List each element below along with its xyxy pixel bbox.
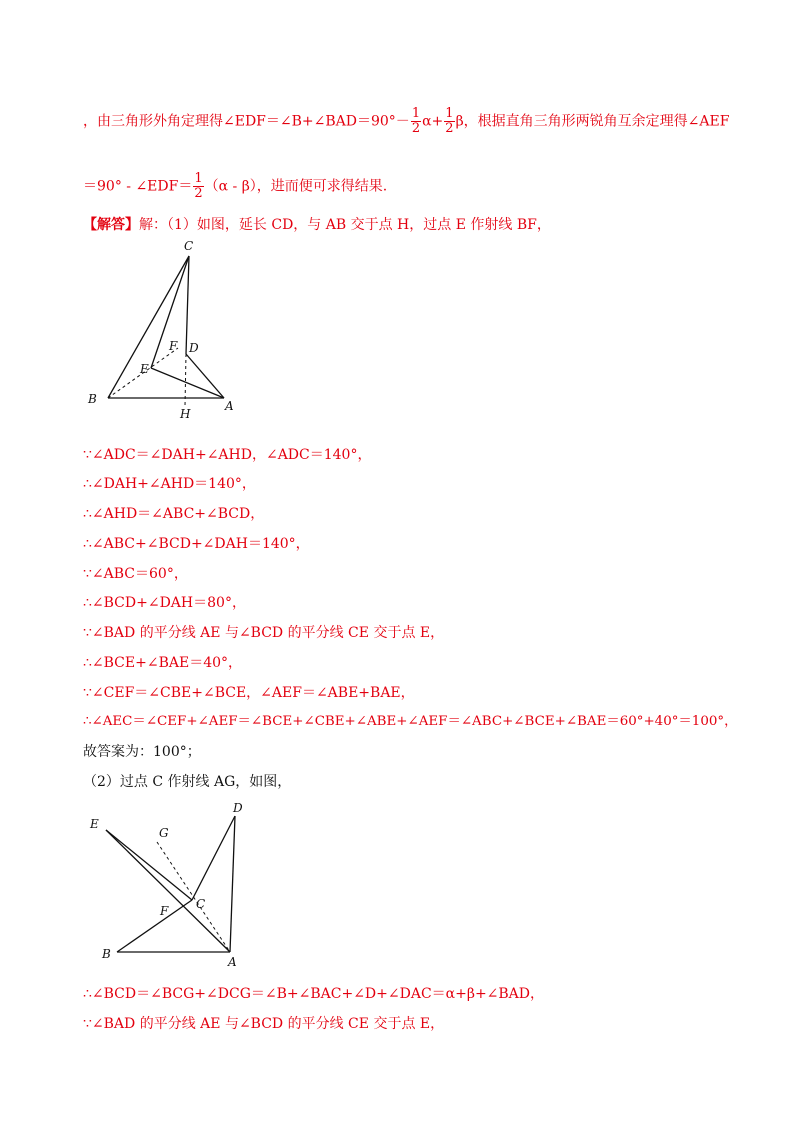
label-H: H xyxy=(180,407,191,421)
label-B: B xyxy=(88,392,97,406)
fraction-half: $\frac{1}{2}$ xyxy=(411,106,421,136)
text-segment: （α - β），进而便可求得结果. xyxy=(204,178,388,195)
statement-line: ∵∠ADC＝∠DAH+∠AHD，∠ADC＝140°， xyxy=(83,447,372,463)
geometry-figure-2 xyxy=(80,796,260,972)
geometry-figure-1 xyxy=(80,236,260,422)
label-F: F xyxy=(169,339,178,353)
fraction-half: $\frac{1}{2}$ xyxy=(194,171,203,201)
text-segment: α+ xyxy=(422,113,444,130)
label-A: A xyxy=(228,955,237,969)
statement-line: ∵∠BAD 的平分线 AE 与∠BCD 的平分线 CE 交于点 E， xyxy=(83,1016,445,1032)
statement-line: ∵∠ABC＝60°， xyxy=(83,566,188,582)
segment-CD xyxy=(186,256,189,354)
segment-DA xyxy=(186,354,224,398)
statement-line: 故答案为：100°； xyxy=(83,744,201,760)
label-C: C xyxy=(184,239,194,253)
statement-line: ∴∠ABC+∠BCD+∠DAH＝140°， xyxy=(83,536,310,552)
segment-BC xyxy=(108,256,189,398)
fraction-half: $\frac{1}{2}$ xyxy=(445,106,454,136)
segment-BC xyxy=(117,900,192,952)
segment-EA xyxy=(151,368,224,398)
label-A: A xyxy=(225,399,234,413)
segment-DA xyxy=(230,816,235,952)
statement-line: ∴∠DAH+∠AHD＝140°， xyxy=(83,476,256,492)
statement-line: ∴∠BCD＝∠BCG+∠DCG＝∠B+∠BAC+∠D+∠DAC＝α+β+∠BAD， xyxy=(83,986,545,1002)
label-D: D xyxy=(233,801,243,815)
statement-line: ∴∠BCE+∠BAE＝40°， xyxy=(83,655,243,671)
segment-CD xyxy=(192,816,235,900)
statement-line: ∵∠BAD 的平分线 AE 与∠BCD 的平分线 CE 交于点 E， xyxy=(83,625,445,641)
text-line-2 xyxy=(83,172,387,201)
statement-line: （2）过点 C 作射线 AG，如图， xyxy=(83,774,292,790)
label-F: F xyxy=(160,904,169,918)
statement-line: ∴∠AEC＝∠CEF+∠AEF＝∠BCE+∠CBE+∠ABE+∠AEF＝∠ABC+∠BCE+∠BAE＝60°+40°＝100°， xyxy=(83,714,738,729)
text-line-3 xyxy=(83,216,551,234)
label-C: C xyxy=(196,897,206,911)
statement-line: ∵∠CEF＝∠CBE+∠BCE，∠AEF＝∠ABE+BAE， xyxy=(83,685,415,701)
label-E: E xyxy=(90,817,99,831)
text-segment: 解：（1）如图，延长 CD，与 AB 交于点 H，过点 E 作射线 BF， xyxy=(139,217,551,233)
segment-EC xyxy=(106,830,192,900)
answer-label: 【解答】 xyxy=(83,217,139,233)
statement-line: ∴∠BCD+∠DAH＝80°， xyxy=(83,595,246,611)
dashed-ray-AG xyxy=(157,842,230,952)
text-segment: ，由三角形外角定理得∠EDF＝∠B+∠BAD＝90°－ xyxy=(83,113,410,130)
text-segment: ＝90° - ∠EDF＝ xyxy=(83,178,193,195)
label-B: B xyxy=(102,947,111,961)
segment-EA xyxy=(106,830,230,952)
text-segment: β，根据直角三角形两锐角互余定理得∠AEF xyxy=(455,113,730,130)
label-D: D xyxy=(189,341,199,355)
label-G: G xyxy=(159,826,169,840)
statement-line: ∴∠AHD＝∠ABC+∠BCD， xyxy=(83,506,265,522)
text-line-1 xyxy=(83,107,729,136)
label-E: E xyxy=(140,362,149,376)
